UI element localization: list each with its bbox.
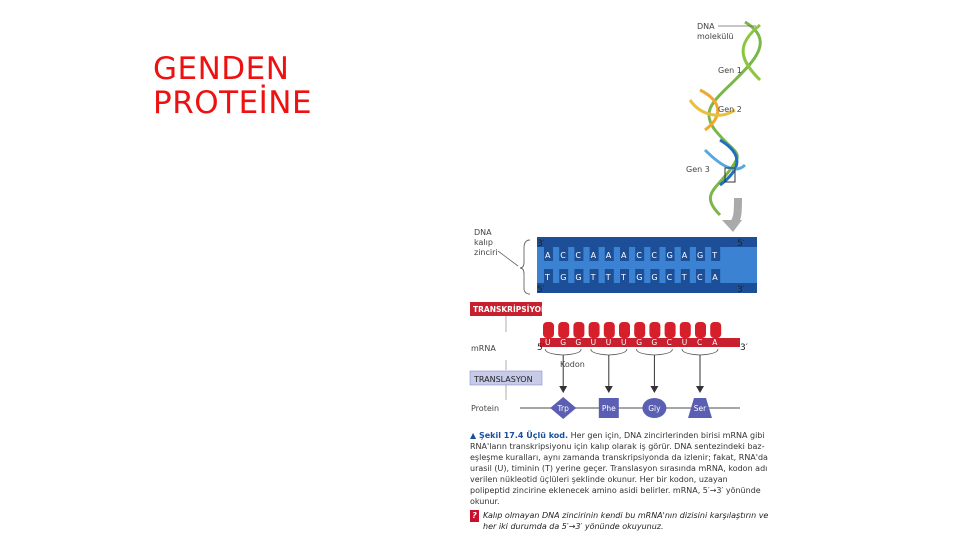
mrna-base-tab — [543, 322, 554, 338]
mrna-base-tab — [634, 322, 645, 338]
codon-arrowhead — [559, 386, 567, 393]
mrna-label: mRNA — [471, 344, 496, 353]
bottom-base: G — [651, 273, 658, 282]
protein-label: Protein — [471, 404, 500, 413]
mrna-base: C — [666, 338, 672, 347]
bottom-base: T — [590, 273, 596, 282]
mrna-base: U — [590, 338, 597, 347]
gene-3-label: Gen 3 — [686, 165, 710, 174]
mrna-base: G — [651, 338, 658, 347]
dna-top-5prime: 5′ — [737, 239, 745, 249]
bottom-base: G — [575, 273, 582, 282]
template-label-2: kalıp — [474, 238, 493, 247]
top-base: A — [621, 251, 627, 260]
top-base: A — [545, 251, 551, 260]
bottom-base: T — [545, 273, 550, 282]
mrna-base-tab — [665, 322, 676, 338]
mrna-base-tab — [710, 322, 721, 338]
top-base: A — [605, 251, 612, 260]
mrna-base: U — [545, 338, 551, 347]
translation-label: TRANSLASYON — [474, 375, 533, 384]
top-base: T — [712, 251, 718, 260]
codon-label: Kodon — [560, 360, 585, 369]
top-base: C — [636, 251, 642, 260]
top-base: A — [590, 251, 597, 260]
dna-bottom-3prime: 3′ — [737, 285, 745, 295]
mrna-5prime: 5′ — [537, 343, 545, 353]
amino-acid-label: Ser — [693, 404, 707, 413]
dna-molecule-label-2: molekülü — [697, 32, 734, 41]
codon-arrowhead — [696, 386, 704, 393]
mrna-base: G — [575, 338, 582, 347]
helix-to-strand-arrow — [722, 198, 742, 232]
figure-caption — [470, 430, 770, 532]
mrna-base: U — [681, 338, 688, 347]
mrna-base-tab — [680, 322, 691, 338]
title-line-1: GENDEN — [153, 51, 290, 87]
bottom-base: A — [712, 273, 718, 282]
top-base: C — [560, 251, 566, 260]
codon-arrowhead — [650, 386, 658, 393]
question-text: Kalıp olmayan DNA zincirinin kendi bu mRNA'nın dizisini karşılaştırın ve her iki durumda da 5′→3′ yönünde okuyunuz. — [483, 511, 769, 531]
top-base: C — [575, 251, 581, 260]
bottom-base: T — [681, 273, 687, 282]
caption-body — [470, 430, 770, 507]
dna-bottom-5prime: 5′ — [537, 285, 545, 295]
template-label-1: DNA — [474, 228, 492, 237]
top-base: G — [666, 251, 673, 260]
template-label-3: zinciri — [474, 248, 498, 257]
caption-question — [470, 510, 770, 532]
bottom-base: T — [621, 273, 626, 282]
template-bracket — [520, 240, 530, 294]
dna-top-3prime: 3′ — [537, 239, 545, 249]
dna-molecule-label-1: DNA — [697, 22, 715, 31]
mrna-base-tab — [573, 322, 584, 338]
mrna-base-tab — [695, 322, 706, 338]
codon-bracket — [591, 349, 627, 355]
top-base: G — [697, 251, 704, 260]
top-base: A — [681, 251, 688, 260]
dna-ladder — [537, 237, 757, 293]
bottom-base: C — [697, 273, 703, 282]
bottom-base: T — [605, 273, 611, 282]
mrna-base: G — [636, 338, 643, 347]
title-line-2: PROTEİNE — [153, 85, 313, 121]
transcription-label: TRANSKRİPSİYON — [473, 305, 548, 314]
mrna-base-tab — [589, 322, 600, 338]
mrna-base: U — [605, 338, 612, 347]
dna-helix — [690, 22, 760, 215]
mrna-3prime: 3′ — [740, 343, 748, 353]
bottom-base: G — [636, 273, 643, 282]
mrna-base-tab — [558, 322, 569, 338]
codon-marks — [545, 349, 718, 393]
mrna-strand — [540, 322, 740, 347]
amino-acid-label: Phe — [601, 404, 616, 413]
codon-bracket — [682, 349, 718, 355]
mrna-base-tab — [604, 322, 615, 338]
amino-acid-label: Gly — [648, 404, 661, 413]
top-base: C — [651, 251, 657, 260]
caption-text: Her gen için, DNA zincirlerinden birisi mRNA gibi RNA'ların transkripsiyonu için kalıp olarak iş görür. DNA sentezindeki baz-eşleşme kuralları, aynı zamanda transkripsiyonda da izlenir; fakat, RNA'da urasil (U), timinin (T) yerine geçer. Translasyon sırasında mRNA, kodon adı verilen nükleotid üçlüleri şeklinde okunur. Her bir kodon, uzayan polipeptid zincirine eklenecek amino asidi belirler. mRNA, 5′→3′ yönünde okunur. — [470, 431, 768, 506]
bottom-base: G — [560, 273, 567, 282]
mrna-base-tab — [649, 322, 660, 338]
gene-1-label: Gen 1 — [718, 66, 742, 75]
codon-bracket — [636, 349, 672, 355]
caption-heading: ▲ Şekil 17.4 Üçlü kod. — [470, 431, 569, 440]
question-icon: ? — [470, 510, 479, 522]
mrna-base: C — [697, 338, 703, 347]
mrna-base-tab — [619, 322, 630, 338]
amino-acid-label: Trp — [557, 404, 569, 413]
mrna-base: A — [712, 338, 718, 347]
codon-bracket — [545, 349, 581, 355]
codon-arrowhead — [605, 386, 613, 393]
gene-2-label: Gen 2 — [718, 105, 742, 114]
mrna-base: U — [621, 338, 627, 347]
bottom-base: C — [666, 273, 673, 282]
mrna-base: G — [560, 338, 567, 347]
